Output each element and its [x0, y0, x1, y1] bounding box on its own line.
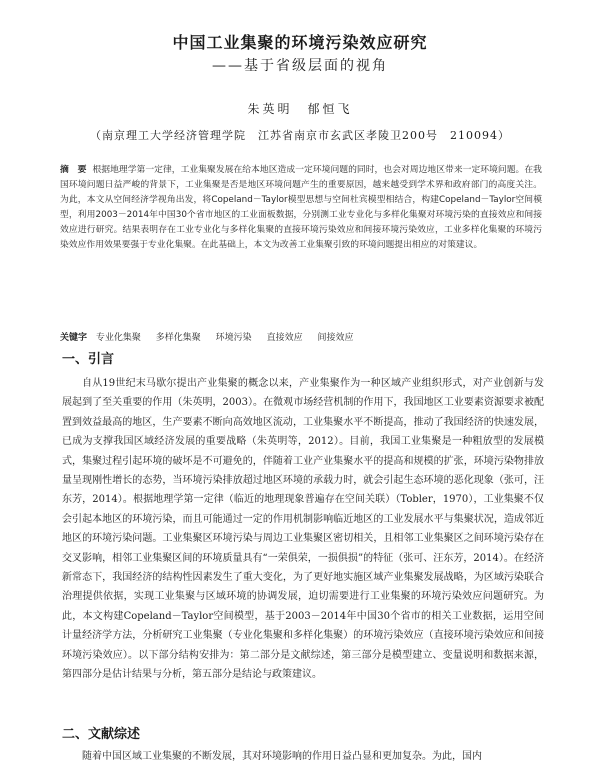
keyword-item: 专业化集聚 [95, 333, 141, 343]
abstract-text: 根据地理学第一定律，工业集聚发展在给本地区造成一定环境问题的同时，也会对周边地区带来一定环境问题。在我国环境问题日益严峻的背景下，工业集聚是否是地区环境问题产生的重要原因，越来越受到学术界和政府部门的高度关注。为此，本文从空间经济学视角出发，将Copeland－Taylor模型思想与空间杜宾模型相结合，构建Copeland－Taylor空间模型，利用2003－2014年中国30个省市地区的工业面板数据，分别测工业专业化与多样化集聚对环境污染的直接效应和间接效应进行研究。结果表明存在工业专业化与多样化集聚的直接环境污染效应和间接环境污染效应，工业多样化集聚的环境污染效应作用效果要强于专业化集聚。在此基础上，本文为改善工业集聚引致的环境问题提出相应的对策建议。 [60, 165, 542, 250]
section-heading-introduction: 一、引言 [62, 352, 115, 367]
keywords [60, 330, 542, 343]
keyword-item: 多样化集聚 [155, 333, 201, 343]
section-paragraph-literature-review: 随着中国区域工业集聚的不断发展，其对环境影响的作用日益凸显和更加复杂。为此，国内 [82, 751, 482, 762]
affiliation: （南京理工大学经济管理学院 江苏省南京市玄武区孝陵卫200号 210094） [90, 129, 510, 142]
keywords-label: 关键字 [60, 333, 88, 343]
abstract [60, 163, 542, 253]
abstract-label: 摘 要 [60, 165, 87, 175]
keyword-item: 环境污染 [215, 333, 252, 343]
section-heading-literature-review: 二、文献综述 [62, 727, 141, 742]
authors: 朱英明 郁恒飞 [247, 102, 353, 116]
paper-title: 中国工业集聚的环境污染效应研究 [172, 33, 428, 52]
section-paragraph-introduction: 自从19世纪末马歇尔提出产业集聚的概念以来，产业集聚作为一种区域产业组织形式，对产业创新与发展起到了至关重要的作用（朱英明，2003）。在微观市场经营机制的作用下，我国地区工业要素资源要求被配置到效益最高的地区，生产要素不断向高效地区流动，工业集聚水平不断提高，推动了我国经济的快速发展，已成为支撑我国区域经济发展的重要战略（朱英明等，2012）。目前，我国工业集聚是一种粗放型的发展模式，集聚过程引起环境的破坏是不可避免的，伴随着工业产业集聚水平的提高和规模的扩张，环境污染物排放量呈现刚性增长的态势，当环境污染排放超过地区环境的承载力时，就会引起生态环境的恶化现象（张可，汪东芳，2014）。根据地理学第一定律（临近的地理现象普遍存在空间关联）（Tobler，1970），工业集聚不仅会引起本地区的环境污染，而且可能通过一定的作用机制影响临近地区的工业发展水平与集聚状况，造成邻近地区的环境污染问题。工业集聚区环境污染与周边工业集聚区密切相关，且相邻工业集聚区之间环境污染存在交叉影响，相邻工业集聚区间的环境质量具有“一荣俱荣，一损俱损”的特征（张可、汪东芳，2014）。在经济新常态下，我国经济的结构性因素发生了重大变化，为了更好地实施区域产业集聚发展战略，为区域污染联合治理提供依据，实现工业集聚与区域环境的协调发展，迫切需要进行工业集聚的环境污染效应问题研究。为此，本文构建Copeland－Taylor空间模型，基于2003－2014年中国30个省市的相关工业数据，运用空间计量经济学方法，分析研究工业集聚（专业化集聚和多样化集聚）的环境污染效应（直接环境污染效应和间接环境污染效应）。以下部分结构安排为：第二部分是文献综述，第三部分是模型建立、变量说明和数据来源，第四部分是估计结果与分析，第五部分是结论与政策建议。 [62, 378, 544, 681]
keyword-item: 间接效应 [317, 333, 354, 343]
keyword-item: 直接效应 [266, 333, 303, 343]
paper-subtitle: ——基于省级层面的视角 [212, 58, 388, 74]
